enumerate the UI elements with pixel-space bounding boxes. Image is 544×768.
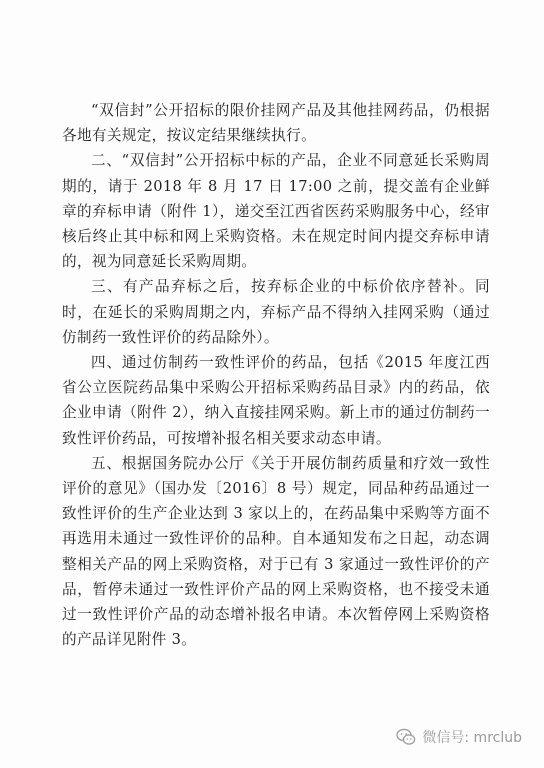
- document-body: [62, 98, 490, 652]
- wechat-watermark: [396, 727, 522, 747]
- paragraph-1: “双信封”公开招标的限价挂网产品及其他挂网药品，仍根据各地有关规定，按议定结果继续执行。: [62, 102, 490, 145]
- paragraph-4: 四、通过仿制药一致性评价的药品，包括《2015 年度江西省公立医院药品集中采购公开招标采购药品目录》内的药品，依企业申请（附件 2），纳入直接挂网采购。新上市的通过仿制药一致性评价药品，可按增补报名相关要求动态申请。: [62, 354, 490, 447]
- paragraph-3: 三、有产品弃标之后，按弃标企业的中标价依序替补。同时，在延长的采购周期之内，弃标产品不得纳入挂网采购（通过仿制药一致性评价的药品除外）。: [62, 278, 490, 346]
- paragraph-2: 二、“双信封”公开招标中标的产品，企业不同意延长采购周期的，请于 2018 年 8 月 17 日 17:00 之前，提交盖有企业鲜章的弃标申请（附件 1），递交至江西省医药采购服务中心，经审核后终止其中标和网上采购资格。未在规定时间内提交弃标申请的，视为同意延长采购周期。: [62, 152, 490, 271]
- wechat-logo-icon: [396, 728, 416, 746]
- watermark-text: 微信号: mrclub: [422, 730, 522, 746]
- paragraph-5: 五、根据国务院办公厅《关于开展仿制药质量和疗效一致性评价的意见》（国办发〔2016〕8 号）规定，同品种药品通过一致性评价的生产企业达到 3 家以上的，在药品集中采购等方面不再选用未通过一致性评价的品种。自本通知发布之日起，动态调整相关产品的网上采购资格，对于已有 3 家通过一致性评价的产品，暂停未通过一致性评价产品的网上采购资格，也不接受未通过一致性评价产品的动态增补报名申请。本次暂停网上采购资格的产品详见附件 3。: [62, 454, 490, 649]
